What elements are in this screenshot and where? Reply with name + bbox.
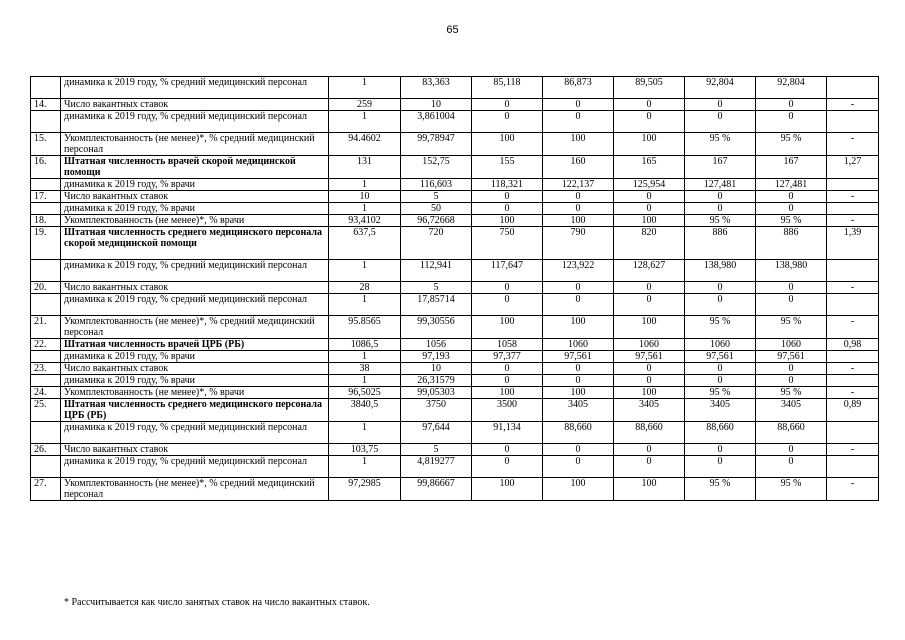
value-cell: 1	[329, 456, 401, 478]
value-cell: 1	[329, 77, 401, 99]
table-row	[31, 111, 879, 133]
table-row	[31, 203, 879, 215]
value-cell: 3405	[756, 399, 827, 422]
row-number-cell: 23.	[31, 363, 61, 375]
value-cell: 0	[543, 294, 614, 316]
value-cell: -	[827, 191, 879, 203]
table-row	[31, 363, 879, 375]
value-cell: 0	[543, 203, 614, 215]
row-number-cell	[31, 260, 61, 282]
value-cell: 99,30556	[401, 316, 472, 339]
value-cell: 1060	[685, 339, 756, 351]
value-cell: 0	[685, 282, 756, 294]
value-cell: 50	[401, 203, 472, 215]
value-cell	[827, 422, 879, 444]
value-cell: 123,922	[543, 260, 614, 282]
value-cell: 3405	[685, 399, 756, 422]
value-cell: 1	[329, 351, 401, 363]
row-number-cell: 21.	[31, 316, 61, 339]
value-cell: 28	[329, 282, 401, 294]
value-cell: 790	[543, 227, 614, 260]
value-cell: 10	[329, 191, 401, 203]
value-cell: 95 %	[756, 133, 827, 156]
value-cell: 152,75	[401, 156, 472, 179]
value-cell: 0	[685, 203, 756, 215]
value-cell: 99,86667	[401, 478, 472, 501]
value-cell: 3405	[543, 399, 614, 422]
value-cell: 10	[401, 99, 472, 111]
value-cell: -	[827, 99, 879, 111]
value-cell: -	[827, 478, 879, 501]
value-cell: 95 %	[685, 133, 756, 156]
value-cell: 0	[614, 203, 685, 215]
value-cell: 1058	[472, 339, 543, 351]
value-cell: 720	[401, 227, 472, 260]
value-cell: 0,98	[827, 339, 879, 351]
table-row	[31, 399, 879, 422]
value-cell: 0	[614, 363, 685, 375]
value-cell: -	[827, 387, 879, 399]
value-cell: 95 %	[756, 316, 827, 339]
value-cell: 820	[614, 227, 685, 260]
value-cell: 0	[543, 363, 614, 375]
value-cell: 117,647	[472, 260, 543, 282]
value-cell: 1	[329, 375, 401, 387]
value-cell: 100	[614, 133, 685, 156]
value-cell: 100	[472, 133, 543, 156]
value-cell: 0	[614, 111, 685, 133]
value-cell: 116,603	[401, 179, 472, 191]
value-cell: 97,561	[685, 351, 756, 363]
value-cell: 167	[756, 156, 827, 179]
value-cell: 96,72668	[401, 215, 472, 227]
value-cell: 0	[472, 203, 543, 215]
value-cell: 0	[685, 363, 756, 375]
table-row	[31, 156, 879, 179]
table-row	[31, 260, 879, 282]
value-cell: 89,505	[614, 77, 685, 99]
indicator-name-cell: динамика к 2019 году, % врачи	[61, 179, 329, 191]
value-cell: 85,118	[472, 77, 543, 99]
value-cell: 0	[756, 282, 827, 294]
value-cell: 100	[614, 316, 685, 339]
value-cell: 1	[329, 294, 401, 316]
value-cell: 92,804	[685, 77, 756, 99]
value-cell: 100	[472, 387, 543, 399]
value-cell: 0	[543, 375, 614, 387]
indicator-name-cell: Число вакантных ставок	[61, 363, 329, 375]
value-cell: 95.8565	[329, 316, 401, 339]
value-cell: 0	[756, 444, 827, 456]
value-cell: 637,5	[329, 227, 401, 260]
indicator-name-cell: динамика к 2019 году, % средний медицинский персонал	[61, 111, 329, 133]
value-cell: 88,660	[685, 422, 756, 444]
indicator-name-cell: Число вакантных ставок	[61, 99, 329, 111]
value-cell: 138,980	[685, 260, 756, 282]
value-cell: 0	[614, 282, 685, 294]
value-cell: 83,363	[401, 77, 472, 99]
value-cell: 5	[401, 444, 472, 456]
indicator-name-cell: Укомплектованность (не менее)*, % врачи	[61, 387, 329, 399]
value-cell: 0	[756, 363, 827, 375]
row-number-cell	[31, 294, 61, 316]
value-cell	[827, 456, 879, 478]
value-cell: 138,980	[756, 260, 827, 282]
indicator-name-cell: Укомплектованность (не менее)*, % средний медицинский персонал	[61, 133, 329, 156]
value-cell: 0	[472, 99, 543, 111]
value-cell: 95 %	[756, 478, 827, 501]
value-cell: -	[827, 316, 879, 339]
value-cell: 95 %	[685, 215, 756, 227]
table-row	[31, 422, 879, 444]
value-cell	[827, 351, 879, 363]
value-cell: 0	[614, 444, 685, 456]
value-cell: 1086,5	[329, 339, 401, 351]
value-cell: 1	[329, 260, 401, 282]
value-cell: 100	[472, 316, 543, 339]
table-row	[31, 215, 879, 227]
row-number-cell: 14.	[31, 99, 61, 111]
indicator-name-cell: Укомплектованность (не менее)*, % средний медицинский персонал	[61, 316, 329, 339]
value-cell: 95 %	[756, 387, 827, 399]
value-cell: 0	[685, 456, 756, 478]
value-cell: 0	[756, 456, 827, 478]
row-number-cell: 18.	[31, 215, 61, 227]
value-cell: 10	[401, 363, 472, 375]
value-cell: 0	[543, 99, 614, 111]
value-cell: 100	[543, 215, 614, 227]
value-cell	[827, 260, 879, 282]
table-row	[31, 179, 879, 191]
table-row	[31, 133, 879, 156]
row-number-cell	[31, 203, 61, 215]
value-cell: 0	[472, 282, 543, 294]
table-row	[31, 294, 879, 316]
value-cell: 160	[543, 156, 614, 179]
table-row	[31, 339, 879, 351]
value-cell: 125,954	[614, 179, 685, 191]
value-cell: 100	[614, 387, 685, 399]
value-cell: 95 %	[756, 215, 827, 227]
value-cell: 100	[543, 478, 614, 501]
value-cell: -	[827, 282, 879, 294]
value-cell: 0	[543, 456, 614, 478]
value-cell: 95 %	[685, 478, 756, 501]
value-cell: 0,89	[827, 399, 879, 422]
value-cell: 100	[472, 215, 543, 227]
value-cell: 1	[329, 111, 401, 133]
value-cell: 1060	[756, 339, 827, 351]
value-cell: 0	[756, 99, 827, 111]
value-cell: 1	[329, 179, 401, 191]
value-cell: 97,644	[401, 422, 472, 444]
value-cell: 103,75	[329, 444, 401, 456]
value-cell: 886	[756, 227, 827, 260]
value-cell: 100	[543, 316, 614, 339]
value-cell: 0	[472, 191, 543, 203]
value-cell: 100	[543, 387, 614, 399]
row-number-cell: 24.	[31, 387, 61, 399]
row-number-cell: 20.	[31, 282, 61, 294]
value-cell: 97,561	[614, 351, 685, 363]
value-cell: 127,481	[756, 179, 827, 191]
value-cell: 886	[685, 227, 756, 260]
value-cell: 88,660	[543, 422, 614, 444]
value-cell: 5	[401, 282, 472, 294]
indicator-name-cell: Штатная численность среднего медицинского персонала скорой медицинской помощи	[61, 227, 329, 260]
value-cell: 86,873	[543, 77, 614, 99]
row-number-cell: 15.	[31, 133, 61, 156]
indicator-name-cell: Штатная численность врачей ЦРБ (РБ)	[61, 339, 329, 351]
row-number-cell: 16.	[31, 156, 61, 179]
value-cell: 0	[685, 294, 756, 316]
value-cell: 1	[329, 203, 401, 215]
value-cell: 97,561	[543, 351, 614, 363]
value-cell: 750	[472, 227, 543, 260]
table-body	[31, 77, 879, 501]
value-cell: 0	[472, 363, 543, 375]
table-row	[31, 375, 879, 387]
indicator-name-cell: динамика к 2019 году, % врачи	[61, 375, 329, 387]
indicator-name-cell: Штатная численность врачей скорой медицинской помощи	[61, 156, 329, 179]
indicator-name-cell: динамика к 2019 году, % средний медицинский персонал	[61, 422, 329, 444]
value-cell: 3750	[401, 399, 472, 422]
value-cell: 4,819277	[401, 456, 472, 478]
value-cell	[827, 203, 879, 215]
value-cell: 1,27	[827, 156, 879, 179]
table-row	[31, 387, 879, 399]
value-cell: 0	[472, 294, 543, 316]
table-row	[31, 191, 879, 203]
value-cell: 1,39	[827, 227, 879, 260]
indicator-name-cell: динамика к 2019 году, % врачи	[61, 351, 329, 363]
value-cell	[827, 179, 879, 191]
value-cell: 3840,5	[329, 399, 401, 422]
row-number-cell	[31, 111, 61, 133]
value-cell: 1060	[543, 339, 614, 351]
row-number-cell: 19.	[31, 227, 61, 260]
row-number-cell	[31, 456, 61, 478]
indicator-name-cell: Число вакантных ставок	[61, 444, 329, 456]
indicator-name-cell: Штатная численность среднего медицинского персонала ЦРБ (РБ)	[61, 399, 329, 422]
indicator-name-cell: динамика к 2019 году, % средний медицинский персонал	[61, 294, 329, 316]
value-cell: 0	[685, 191, 756, 203]
indicator-name-cell: динамика к 2019 году, % средний медицинский персонал	[61, 77, 329, 99]
value-cell: 92,804	[756, 77, 827, 99]
row-number-cell: 17.	[31, 191, 61, 203]
value-cell: 165	[614, 156, 685, 179]
value-cell	[827, 375, 879, 387]
value-cell: 97,377	[472, 351, 543, 363]
indicator-name-cell: Укомплектованность (не менее)*, % врачи	[61, 215, 329, 227]
row-number-cell: 26.	[31, 444, 61, 456]
indicator-name-cell: динамика к 2019 году, % средний медицинский персонал	[61, 456, 329, 478]
table-row	[31, 444, 879, 456]
value-cell: 0	[685, 111, 756, 133]
value-cell: 0	[614, 191, 685, 203]
value-cell: -	[827, 363, 879, 375]
value-cell: 0	[685, 99, 756, 111]
value-cell: 127,481	[685, 179, 756, 191]
value-cell: 88,660	[756, 422, 827, 444]
value-cell	[827, 111, 879, 133]
value-cell: 0	[756, 375, 827, 387]
value-cell: 26,31579	[401, 375, 472, 387]
value-cell: 1060	[614, 339, 685, 351]
value-cell: 3500	[472, 399, 543, 422]
row-number-cell	[31, 375, 61, 387]
footnote: * Рассчитывается как число занятых ставок на число вакантных ставок.	[64, 597, 370, 608]
value-cell	[827, 294, 879, 316]
page-number: 65	[446, 24, 459, 36]
table-row	[31, 227, 879, 260]
value-cell: 0	[543, 282, 614, 294]
value-cell: 3405	[614, 399, 685, 422]
value-cell: 88,660	[614, 422, 685, 444]
value-cell: 17,85714	[401, 294, 472, 316]
row-number-cell	[31, 351, 61, 363]
row-number-cell	[31, 77, 61, 99]
value-cell: 0	[614, 375, 685, 387]
value-cell: 0	[614, 99, 685, 111]
value-cell: 100	[472, 478, 543, 501]
value-cell: 1	[329, 422, 401, 444]
value-cell	[827, 77, 879, 99]
row-number-cell	[31, 179, 61, 191]
indicator-name-cell: Укомплектованность (не менее)*, % средний медицинский персонал	[61, 478, 329, 501]
value-cell: 167	[685, 156, 756, 179]
value-cell: 131	[329, 156, 401, 179]
value-cell: 0	[685, 444, 756, 456]
staffing-table	[30, 76, 879, 501]
value-cell: -	[827, 444, 879, 456]
value-cell: 0	[472, 456, 543, 478]
value-cell: 0	[543, 444, 614, 456]
value-cell: 94.4602	[329, 133, 401, 156]
table-row	[31, 99, 879, 111]
value-cell: 0	[756, 111, 827, 133]
value-cell: 0	[685, 375, 756, 387]
value-cell: 93,4102	[329, 215, 401, 227]
value-cell: 0	[756, 203, 827, 215]
value-cell: -	[827, 133, 879, 156]
value-cell: 91,134	[472, 422, 543, 444]
value-cell: 38	[329, 363, 401, 375]
table-row	[31, 456, 879, 478]
value-cell: 95 %	[685, 316, 756, 339]
value-cell: 0	[756, 191, 827, 203]
value-cell: 0	[756, 294, 827, 316]
value-cell: 118,321	[472, 179, 543, 191]
value-cell: 0	[472, 111, 543, 133]
row-number-cell	[31, 422, 61, 444]
value-cell: 95 %	[685, 387, 756, 399]
row-number-cell: 27.	[31, 478, 61, 501]
row-number-cell: 22.	[31, 339, 61, 351]
value-cell: 97,2985	[329, 478, 401, 501]
value-cell: 5	[401, 191, 472, 203]
value-cell: 100	[614, 215, 685, 227]
value-cell: 99,78947	[401, 133, 472, 156]
value-cell: 0	[543, 111, 614, 133]
value-cell: 112,941	[401, 260, 472, 282]
value-cell: 0	[543, 191, 614, 203]
value-cell: 0	[614, 294, 685, 316]
value-cell: 0	[472, 444, 543, 456]
value-cell: 0	[614, 456, 685, 478]
table-row	[31, 478, 879, 501]
value-cell: 155	[472, 156, 543, 179]
indicator-name-cell: Число вакантных ставок	[61, 282, 329, 294]
table-row	[31, 282, 879, 294]
table-row	[31, 316, 879, 339]
value-cell: 128,627	[614, 260, 685, 282]
value-cell: 100	[543, 133, 614, 156]
value-cell: 96,5025	[329, 387, 401, 399]
value-cell: 3,861004	[401, 111, 472, 133]
indicator-name-cell: Число вакантных ставок	[61, 191, 329, 203]
row-number-cell: 25.	[31, 399, 61, 422]
indicator-name-cell: динамика к 2019 году, % врачи	[61, 203, 329, 215]
table-row	[31, 77, 879, 99]
value-cell: -	[827, 215, 879, 227]
indicator-name-cell: динамика к 2019 году, % средний медицинский персонал	[61, 260, 329, 282]
value-cell: 97,561	[756, 351, 827, 363]
value-cell: 0	[472, 375, 543, 387]
value-cell: 100	[614, 478, 685, 501]
table-row	[31, 351, 879, 363]
value-cell: 99,05303	[401, 387, 472, 399]
value-cell: 97,193	[401, 351, 472, 363]
value-cell: 259	[329, 99, 401, 111]
value-cell: 1056	[401, 339, 472, 351]
value-cell: 122,137	[543, 179, 614, 191]
